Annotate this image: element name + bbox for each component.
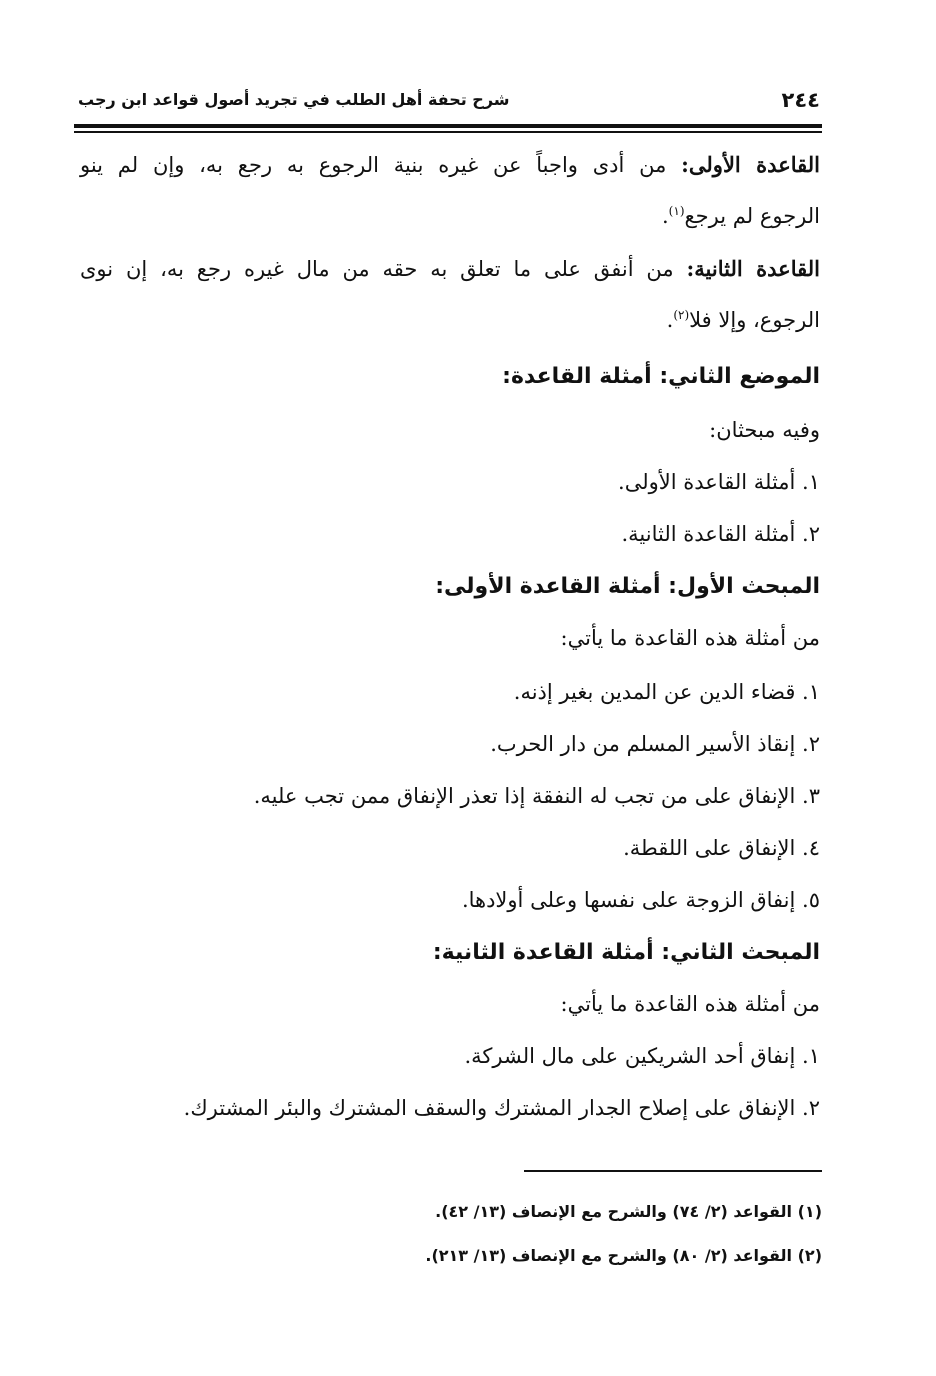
section2-item-2: ٢. أمثلة القاعدة الثانية.: [621, 522, 820, 546]
footnote-separator: [524, 1170, 822, 1172]
topic1-item-4: ٤. الإنفاق على اللقطة.: [623, 836, 820, 860]
rule1-text-a: من أدى واجباً عن غيره بنية الرجوع به رجع به، وإن لم ينو: [80, 153, 667, 177]
rule1-label: القاعدة الأولى:: [681, 152, 820, 177]
rule1-text-b: الرجوع لم يرجع: [684, 204, 820, 228]
page-number: ٢٤٤: [781, 88, 820, 112]
topic2-intro: من أمثلة هذه القاعدة ما يأتي:: [560, 992, 820, 1016]
running-title: شرح تحفة أهل الطلب في تجريد أصول قواعد ابن رجب: [78, 90, 510, 109]
rule2-line-1: [80, 256, 820, 281]
topic1-item-3: ٣. الإنفاق على من تجب له النفقة إذا تعذر الإنفاق ممن تجب عليه.: [253, 784, 820, 808]
rule2-line-2: الرجوع، وإلا فلا$^{(٢)}$.: [666, 308, 820, 332]
footnote-ref-1: (١): [668, 204, 685, 218]
footnote-2: (٢) القواعد (٢/ ٨٠) والشرح مع الإنصاف (١٣/ ٢١٣).: [425, 1246, 822, 1265]
rule1-line-1: [80, 152, 820, 177]
header-rule-thin: [74, 131, 822, 133]
topic1-intro: من أمثلة هذه القاعدة ما يأتي:: [560, 626, 820, 650]
header-rule-thick: [74, 124, 822, 128]
topic2-heading: المبحث الثاني: أمثلة القاعدة الثانية:: [432, 940, 820, 965]
page-header: [78, 82, 820, 118]
section2-heading: الموضع الثاني: أمثلة القاعدة:: [502, 364, 820, 389]
rule1-line-2: الرجوع لم يرجع$^{(١)}$.: [661, 204, 820, 228]
rule2-text-a: من أنفق على ما تعلق به حقه من مال غيره رجع به، إن نوى: [80, 257, 674, 281]
topic1-heading: المبحث الأول: أمثلة القاعدة الأولى:: [435, 574, 820, 599]
topic2-item-1: ١. إنفاق أحد الشريكين على مال الشركة.: [464, 1044, 820, 1068]
rule2-text-b: الرجوع، وإلا فلا: [689, 308, 820, 332]
topic1-item-1: ١. قضاء الدين عن المدين بغير إذنه.: [513, 680, 820, 704]
footnote-ref-2: (٢): [673, 308, 690, 322]
rule2-label: القاعدة الثانية:: [686, 256, 820, 281]
topic1-item-5: ٥. إنفاق الزوجة على نفسها وعلى أولادها.: [461, 888, 820, 912]
section2-intro: وفيه مبحثان:: [709, 418, 820, 442]
footnote-1: (١) القواعد (٢/ ٧٤) والشرح مع الإنصاف (١٣/ ٤٢).: [435, 1202, 822, 1221]
topic2-item-2: ٢. الإنفاق على إصلاح الجدار المشترك والسقف المشترك والبئر المشترك.: [183, 1096, 820, 1120]
section2-item-1: ١. أمثلة القاعدة الأولى.: [618, 470, 820, 494]
topic1-item-2: ٢. إنقاذ الأسير المسلم من دار الحرب.: [490, 732, 820, 756]
